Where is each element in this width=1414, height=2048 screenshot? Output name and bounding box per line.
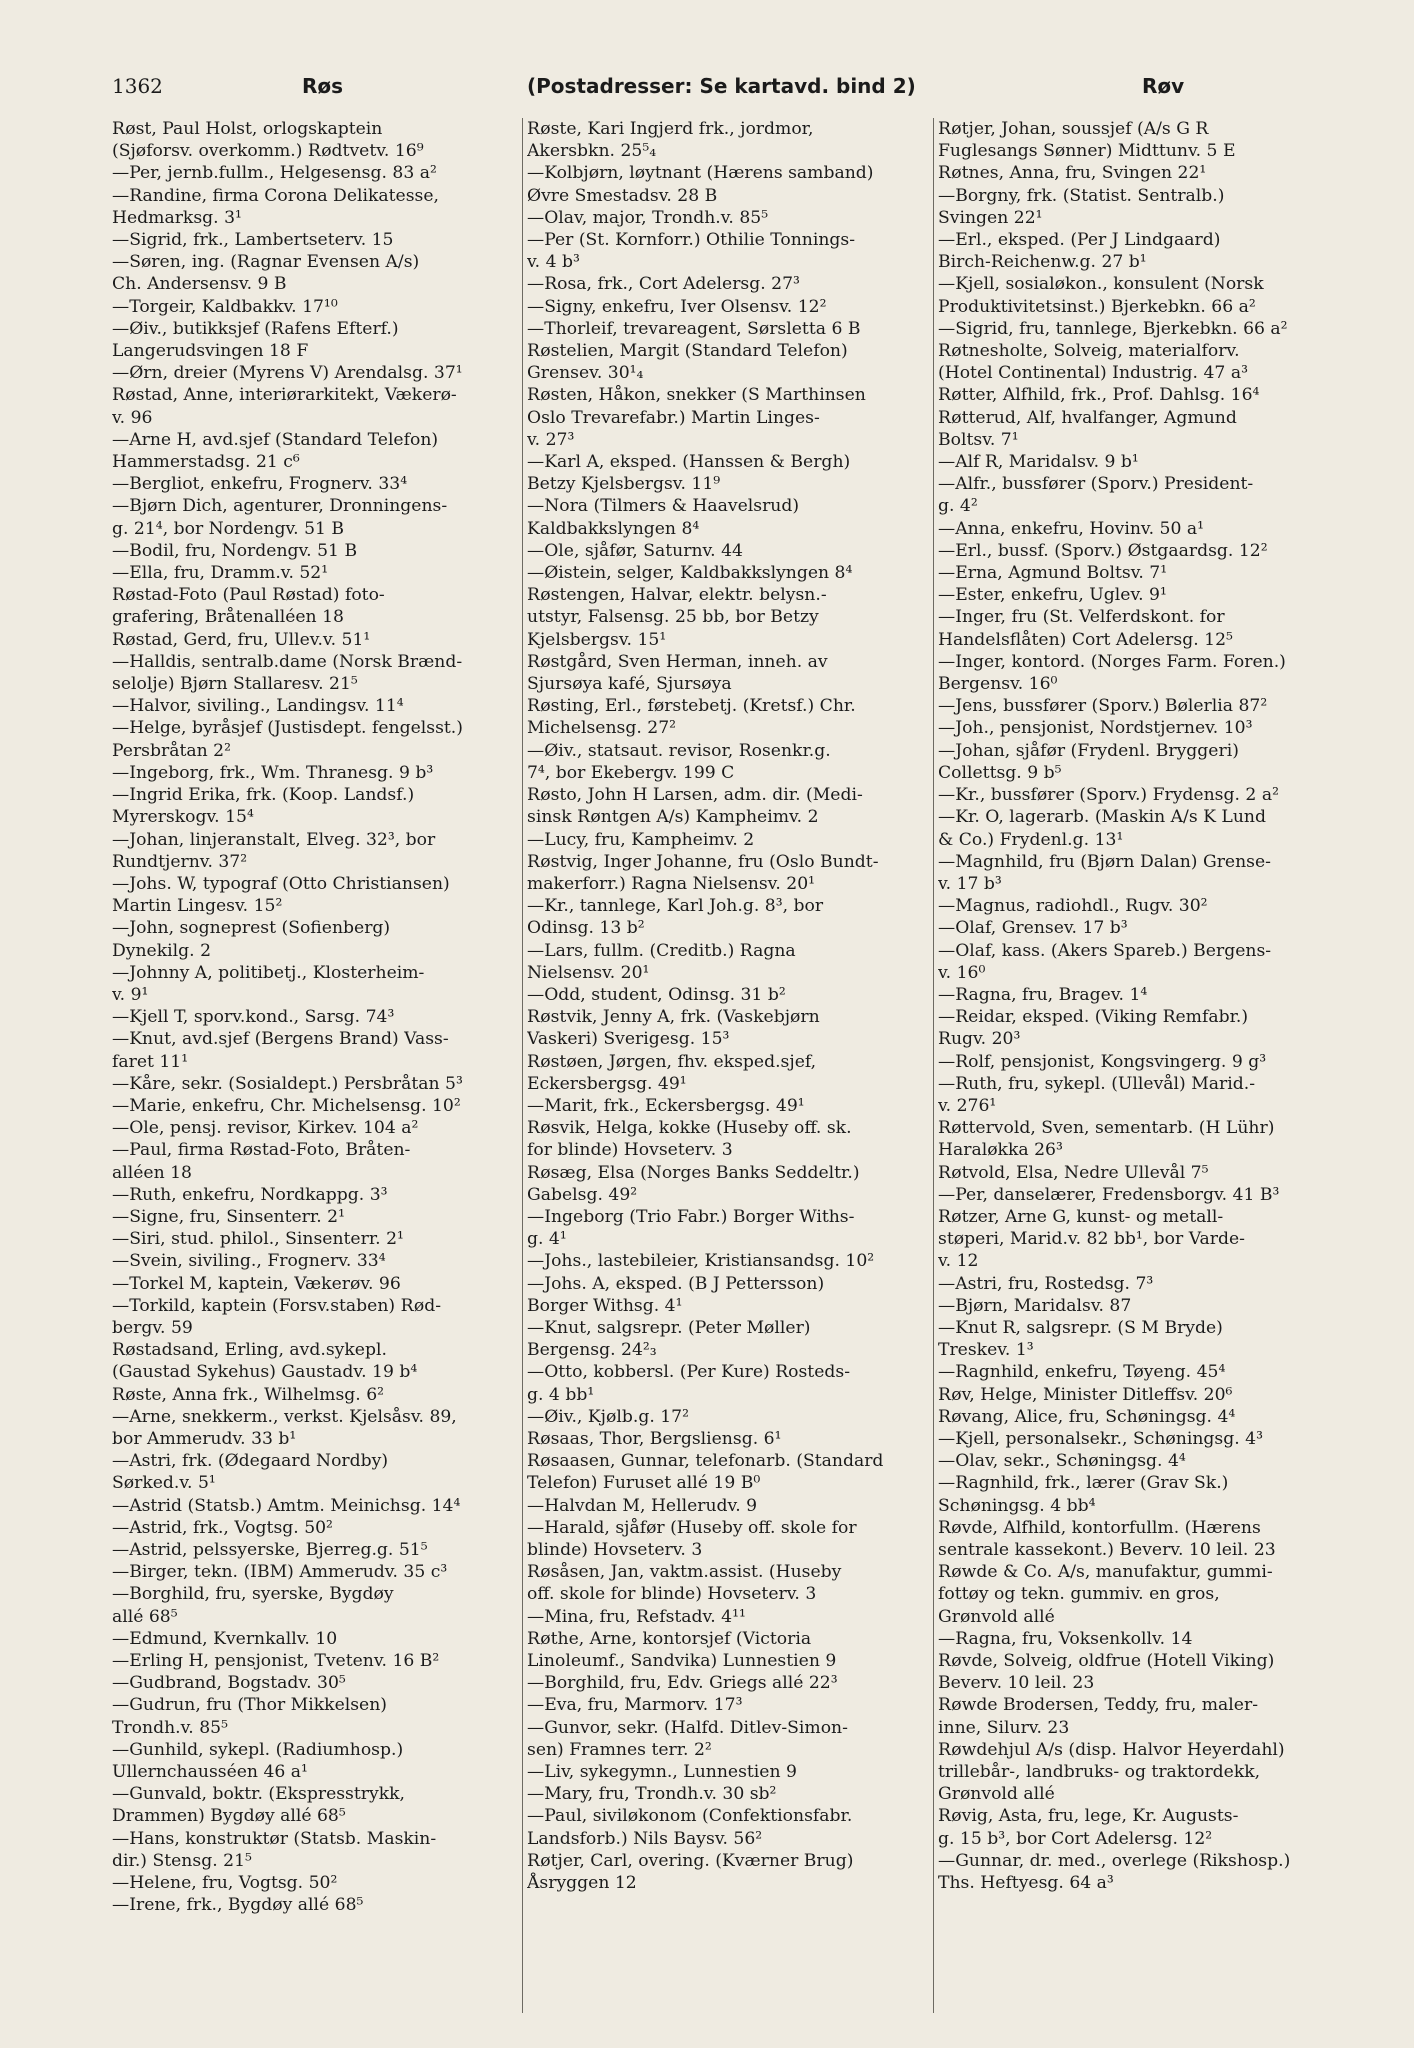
directory-entry-line: —Karl A, eksped. (Hanssen & Bergh) [527, 452, 851, 473]
directory-entry-line: —Gudrun, fru (Thor Mikkelsen) [112, 1695, 388, 1716]
directory-entry-line: —Reidar, eksped. (Viking Remfabr.) [938, 1007, 1249, 1028]
directory-entry-line: —Jens, bussfører (Sporv.) Bølerlia 87² [938, 696, 1268, 717]
directory-entry-line: Røste, Kari Ingjerd frk., jordmor, [527, 119, 814, 139]
directory-entry-line: —Ragna, fru, Bragev. 1⁴ [938, 984, 1148, 1005]
directory-entry-line: —Sigrid, frk., Lambertseterv. 15 [112, 230, 394, 251]
directory-entry-line: sen) Framnes terr. 2² [527, 1739, 712, 1760]
directory-entry-line: Røwde & Co. A/s, manufaktur, gummi- [938, 1562, 1273, 1583]
directory-entry-line: støperi, Marid.v. 82 bb¹, bor Varde- [938, 1229, 1245, 1250]
directory-entry-line: —Arne, snekkerm., verkst. Kjelsåsv. 89, [112, 1406, 457, 1427]
directory-entry-line: Røsting, Erl., førstebetj. (Kretsf.) Chr. [527, 696, 856, 717]
directory-entry-line: —Mary, fru, Trondh.v. 30 sb² [527, 1784, 777, 1805]
directory-entry-line: —Kjell, sosialøkon., konsulent (Norsk [938, 274, 1264, 295]
directory-entry-line: —Edmund, Kvernkallv. 10 [112, 1628, 338, 1649]
directory-entry-line: —Ingeborg, frk., Wm. Thranesg. 9 b³ [112, 762, 434, 783]
directory-entry-line: Nielsensv. 20¹ [527, 962, 650, 983]
directory-entry-line: —Ole, sjåfør, Saturnv. 44 [527, 540, 743, 561]
directory-entry-line: Haraløkka 26³ [938, 1140, 1063, 1161]
directory-entry-line: —Johan, linjeranstalt, Elveg. 32³, bor [112, 829, 436, 850]
directory-entry-line: —Ruth, enkefru, Nordkappg. 3³ [112, 1184, 388, 1205]
directory-entry-line: —Signe, fru, Sinsenterr. 2¹ [112, 1206, 345, 1227]
directory-entry-line: Røv, Helge, Minister Ditleffsv. 20⁶ [938, 1384, 1233, 1405]
directory-entry-line: —Erling H, pensjonist, Tvetenv. 16 B² [112, 1651, 440, 1672]
directory-entry-line: —Ester, enkefru, Uglev. 9¹ [938, 585, 1167, 606]
directory-entry-line: —Olaf, kass. (Akers Spareb.) Bergens- [938, 940, 1272, 961]
directory-entry-line: —Gunnar, dr. med., overlege (Rikshosp.) [938, 1850, 1291, 1871]
column-divider [522, 118, 523, 2013]
directory-entry-line: —Astrid (Statsb.) Amtm. Meinichsg. 14⁴ [112, 1495, 461, 1516]
directory-entry-line: —Bodil, fru, Nordengv. 51 B [112, 540, 358, 561]
directory-entry-line: Kjelsbergsv. 15¹ [527, 629, 667, 650]
directory-entry-line: —Marit, frk., Eckersbergsg. 49¹ [527, 1095, 805, 1116]
directory-entry-line: Collettsg. 9 b⁵ [938, 762, 1062, 783]
directory-entry-line: —Hans, konstruktør (Statsb. Maskin- [112, 1828, 437, 1849]
directory-entry-line: —Søren, ing. (Ragnar Evensen A/s) [112, 252, 420, 273]
directory-entry-line: Sørked.v. 5¹ [112, 1473, 216, 1494]
directory-entry-line: —Halvdan M, Hellerudv. 9 [527, 1495, 758, 1516]
directory-entry-line: —Erl., bussf. (Sporv.) Østgaardsg. 12² [938, 540, 1268, 561]
directory-entry-line: Schøningsg. 4 bb⁴ [938, 1495, 1096, 1516]
directory-entry-line: Røvde, Alfhild, kontorfullm. (Hærens [938, 1517, 1261, 1538]
directory-entry-line: alléen 18 [112, 1162, 192, 1183]
directory-entry-line: —Kolbjørn, løytnant (Hærens samband) [527, 163, 874, 184]
header-postal-note: (Postadresser: Se kartavd. bind 2) [527, 74, 916, 98]
directory-entry-line: g. 15 b³, bor Cort Adelersg. 12² [938, 1828, 1213, 1849]
directory-entry-line: Handelsflåten) Cort Adelersg. 12⁵ [938, 629, 1233, 650]
directory-entry-line: selolje) Bjørn Stallaresv. 21⁵ [112, 674, 358, 695]
directory-entry-line: Dynekilg. 2 [112, 940, 212, 961]
directory-entry-line: Hammerstadsg. 21 c⁶ [112, 452, 300, 473]
directory-entry-line: —Olav, sekr., Schøningsg. 4⁴ [938, 1451, 1186, 1472]
directory-entry-line: Røstad, Anne, interiørarkitekt, Vækerø- [112, 385, 457, 406]
directory-entry-line: Røsten, Håkon, snekker (S Marthinsen [527, 385, 866, 406]
directory-entry-line: g. 21⁴, bor Nordengv. 51 B [112, 518, 345, 539]
directory-entry-line: Boltsv. 7¹ [938, 429, 1019, 450]
directory-entry-line: for blinde) Hovseterv. 3 [527, 1140, 733, 1161]
directory-entry-line: —Kr., bussfører (Sporv.) Frydensg. 2 a² [938, 785, 1279, 806]
directory-entry-line: Persbråtan 2² [112, 740, 231, 761]
directory-entry-line: 7⁴, bor Ekebergv. 199 C [527, 762, 735, 783]
directory-entry-line: Ths. Heftyesg. 64 a³ [938, 1873, 1114, 1894]
directory-entry-line: utstyr, Falsensg. 25 bb, bor Betzy [527, 607, 819, 628]
directory-entry-line: Treskev. 1³ [938, 1340, 1034, 1361]
directory-entry-line: Røtjer, Carl, overing. (Kværner Brug) [527, 1850, 854, 1871]
directory-entry-line: —Otto, kobbersl. (Per Kure) Rosteds- [527, 1362, 851, 1383]
directory-entry-line: Røstøen, Jørgen, fhv. eksped.sjef, [527, 1051, 817, 1072]
directory-entry-line: Røstvik, Jenny A, frk. (Vaskebjørn [527, 1007, 820, 1028]
directory-entry-line: v. 9¹ [112, 984, 149, 1005]
directory-entry-line: Rugv. 20³ [938, 1029, 1021, 1050]
directory-entry-line: Landsforb.) Nils Baysv. 56² [527, 1828, 763, 1849]
directory-entry-line: —Astri, fru, Rostedsg. 7³ [938, 1273, 1154, 1294]
directory-entry-line: Røstvig, Inger Johanne, fru (Oslo Bundt- [527, 851, 879, 872]
directory-entry-line: Vaskeri) Sverigesg. 15³ [527, 1029, 730, 1050]
directory-entry-line: Grensev. 30¹₄ [527, 363, 644, 384]
directory-entry-line: —Harald, sjåfør (Huseby off. skole for [527, 1517, 857, 1538]
directory-entry-line: —Johan, sjåfør (Frydenl. Bryggeri) [938, 740, 1239, 761]
directory-entry-line: —Borghild, fru, Edv. Griegs allé 22³ [527, 1673, 838, 1694]
directory-entry-line: —Lars, fullm. (Creditb.) Ragna [527, 940, 796, 961]
directory-entry-line: —Borgny, frk. (Statist. Sentralb.) [938, 185, 1225, 206]
directory-entry-line: Ch. Andersensv. 9 B [112, 274, 287, 295]
directory-entry-line: Åsryggen 12 [527, 1873, 637, 1894]
directory-entry-line: —Johnny A, politibetj., Klosterheim- [112, 962, 425, 983]
directory-entry-line: —Alf R, Maridalsv. 9 b¹ [938, 452, 1139, 473]
directory-entry-line: —Gunvald, boktr. (Ekspresstrykk, [112, 1784, 406, 1805]
directory-entry-line: —Rolf, pensjonist, Kongsvingerg. 9 g³ [938, 1051, 1267, 1072]
directory-entry-line: —Gunhild, sykepl. (Radiumhosp.) [112, 1739, 404, 1760]
directory-entry-line: —Kjell T, sporv.kond., Sarsg. 74³ [112, 1007, 395, 1028]
directory-entry-line: —Erna, Agmund Boltsv. 7¹ [938, 563, 1168, 584]
directory-column-3 [938, 118, 1342, 2023]
directory-entry-line: Røtzer, Arne G, kunst- og metall- [938, 1206, 1224, 1227]
directory-entry-line: (Sjøforsv. overkomm.) Rødtvetv. 16⁹ [112, 141, 424, 162]
directory-entry-line: —Per, danselærer, Fredensborgv. 41 B³ [938, 1184, 1280, 1205]
directory-entry-line: —Ruth, fru, sykepl. (Ullevål) Marid.- [938, 1073, 1256, 1094]
directory-entry-line: Røstengen, Halvar, elektr. belysn.- [527, 585, 827, 606]
directory-entry-line: Røstelien, Margit (Standard Telefon) [527, 341, 848, 362]
directory-entry-line: —Lucy, fru, Kampheimv. 2 [527, 829, 755, 850]
directory-entry-line: Røtnes, Anna, fru, Svingen 22¹ [938, 163, 1207, 184]
directory-entry-line: fottøy og tekn. gummiv. en gros, [938, 1584, 1220, 1605]
directory-entry-line: Røvde, Solveig, oldfrue (Hotell Viking) [938, 1651, 1275, 1672]
directory-entry-line: dir.) Stensg. 21⁵ [112, 1850, 252, 1871]
directory-entry-line: bor Ammerudv. 33 b¹ [112, 1428, 297, 1449]
directory-entry-line: blinde) Hovseterv. 3 [527, 1540, 703, 1560]
directory-entry-line: —Magnhild, fru (Bjørn Dalan) Grense- [938, 851, 1271, 872]
directory-entry-line: —John, sogneprest (Sofienberg) [112, 918, 391, 939]
directory-entry-line: —Johs. W, typograf (Otto Christiansen) [112, 873, 450, 894]
directory-entry-line: off. skole for blinde) Hovseterv. 3 [527, 1584, 817, 1605]
directory-entry-line: Gabelsg. 49² [527, 1184, 638, 1205]
directory-entry-line: —Bjørn, Maridalsv. 87 [938, 1295, 1132, 1316]
directory-entry-line: Myrerskogv. 15⁴ [112, 807, 254, 828]
directory-entry-line: Røstad, Gerd, fru, Ullev.v. 51¹ [112, 629, 371, 650]
directory-entry-line: —Borghild, fru, syerske, Bygdøy [112, 1584, 394, 1605]
directory-entry-line: —Ragna, fru, Voksenkollv. 14 [938, 1628, 1193, 1649]
directory-entry-line: —Alfr., bussfører (Sporv.) President- [938, 474, 1254, 495]
directory-entry-line: —Ragnhild, enkefru, Tøyeng. 45⁴ [938, 1362, 1226, 1383]
directory-entry-line: Bergensv. 16⁰ [938, 674, 1058, 695]
directory-entry-line: —Mina, fru, Refstadv. 4¹¹ [527, 1606, 746, 1627]
directory-entry-line: Akersbkn. 25⁵₄ [527, 141, 657, 162]
directory-entry-line: Trondh.v. 85⁵ [112, 1717, 228, 1738]
directory-column-1 [112, 118, 516, 2023]
directory-entry-line: Røtterud, Alf, hvalfanger, Agmund [938, 407, 1237, 428]
directory-entry-line: —Halldis, sentralb.dame (Norsk Brænd- [112, 651, 463, 672]
directory-entry-line: Odinsg. 13 b² [527, 918, 645, 939]
directory-entry-line: Røste, Anna frk., Wilhelmsg. 6² [112, 1384, 385, 1405]
directory-entry-line: Drammen) Bygdøy allé 68⁵ [112, 1806, 346, 1827]
header-left-key: Røs [302, 74, 344, 98]
directory-entry-line: bergv. 59 [112, 1317, 193, 1338]
directory-entry-line: Røstadsand, Erling, avd.sykepl. [112, 1340, 387, 1361]
directory-entry-line: —Astrid, frk., Vogtsg. 50² [112, 1517, 333, 1538]
directory-entry-line: —Torkel M, kaptein, Vækerøv. 96 [112, 1273, 401, 1294]
directory-entry-line: v. 27³ [527, 429, 575, 450]
directory-entry-line: —Irene, frk., Bygdøy allé 68⁵ [112, 1895, 364, 1916]
directory-entry-line: Røsvik, Helga, kokke (Huseby off. sk. [527, 1118, 852, 1139]
directory-entry-line: grafering, Bråtenalléen 18 [112, 607, 344, 628]
header-right-key: Røv [1142, 74, 1185, 98]
directory-entry-line: faret 11¹ [112, 1051, 189, 1072]
directory-entry-line: —Odd, student, Odinsg. 31 b² [527, 984, 786, 1005]
directory-entry-line: v. 16⁰ [938, 962, 986, 983]
directory-entry-line: —Per, jernb.fullm., Helgesensg. 83 a² [112, 163, 437, 184]
directory-entry-line: —Nora (Tilmers & Haavelsrud) [527, 496, 800, 517]
directory-entry-line: Grønvold allé [938, 1784, 1055, 1805]
directory-entry-line: Sjursøya kafé, Sjursøya [527, 674, 732, 695]
directory-entry-line: —Randine, firma Corona Delikatesse, [112, 185, 439, 206]
directory-entry-line: —Siri, stud. philol., Sinsenterr. 2¹ [112, 1229, 404, 1250]
directory-entry-line: v. 276¹ [938, 1095, 997, 1116]
directory-entry-line: —Svein, siviling., Frognerv. 33⁴ [112, 1251, 386, 1272]
directory-entry-line: —Øiv., butikksjef (Rafens Efterf.) [112, 318, 399, 339]
directory-entry-line: —Bjørn Dich, agenturer, Dronningens- [112, 496, 448, 517]
directory-entry-line: —Ingrid Erika, frk. (Koop. Landsf.) [112, 785, 415, 806]
directory-entry-line: Røsæg, Elsa (Norges Banks Seddeltr.) [527, 1162, 860, 1183]
directory-entry-line: —Joh., pensjonist, Nordstjernev. 10³ [938, 718, 1253, 739]
directory-entry-line: Røst, Paul Holst, orlogskaptein [112, 119, 383, 139]
directory-entry-line: Rundtjernv. 37² [112, 851, 248, 872]
directory-entry-line: (Hotel Continental) Industrig. 47 a³ [938, 363, 1248, 384]
directory-entry-line: —Helene, fru, Vogtsg. 50² [112, 1873, 338, 1894]
directory-entry-line: —Øiv., statsaut. revisor, Rosenkr.g. [527, 740, 831, 761]
directory-column-2 [527, 118, 931, 2023]
directory-entry-line: Røwde Brodersen, Teddy, fru, maler- [938, 1695, 1258, 1716]
directory-entry-line: —Ørn, dreier (Myrens V) Arendalsg. 37¹ [112, 363, 463, 384]
directory-entry-line: —Sigrid, fru, tannlege, Bjerkebkn. 66 a² [938, 318, 1288, 339]
directory-entry-line: Ullernchausséen 46 a¹ [112, 1762, 308, 1783]
directory-entry-line: Røttervold, Sven, sementarb. (H Lühr) [938, 1118, 1275, 1139]
directory-entry-line: —Signy, enkefru, Iver Olsensv. 12² [527, 296, 827, 317]
directory-entry-line: —Inger, kontord. (Norges Farm. Foren.) [938, 651, 1286, 672]
directory-entry-line: —Inger, fru (St. Velferdskont. for [938, 607, 1225, 628]
directory-entry-line: —Helge, byråsjef (Justisdept. fengelsst.) [112, 718, 463, 739]
directory-entry-line: g. 4² [938, 496, 978, 517]
directory-entry-line: —Knut R, salgsrepr. (S M Bryde) [938, 1317, 1223, 1338]
directory-entry-line: (Gaustad Sykehus) Gaustadv. 19 b⁴ [112, 1362, 418, 1383]
directory-entry-line: Røtvold, Elsa, Nedre Ullevål 7⁵ [938, 1162, 1209, 1183]
directory-entry-line: Langerudsvingen 18 F [112, 341, 309, 362]
directory-entry-line: Oslo Trevarefabr.) Martin Linges- [527, 407, 820, 428]
directory-entry-line: v. 12 [938, 1251, 979, 1272]
directory-entry-line: Bergensg. 24²₃ [527, 1340, 657, 1361]
directory-entry-line: Betzy Kjelsbergsv. 11⁹ [527, 474, 721, 495]
directory-entry-line: —Ragnhild, frk., lærer (Grav Sk.) [938, 1473, 1229, 1494]
directory-entry-line: Røsaas, Thor, Bergsliensg. 6¹ [527, 1428, 782, 1449]
directory-entry-line: Øvre Smestadsv. 28 B [527, 185, 718, 206]
directory-entry-line: inne, Silurv. 23 [938, 1717, 1070, 1738]
directory-entry-line: —Gudbrand, Bogstadv. 30⁵ [112, 1673, 346, 1694]
directory-entry-line: Røsto, John H Larsen, adm. dir. (Medi- [527, 785, 863, 806]
directory-entry-line: —Johs. A, eksped. (B J Pettersson) [527, 1273, 825, 1294]
directory-entry-line: Røwdehjul A/s (disp. Halvor Heyerdahl) [938, 1739, 1285, 1760]
directory-entry-line: —Halvor, siviling., Landingsv. 11⁴ [112, 696, 404, 717]
directory-entry-line: g. 4 bb¹ [527, 1384, 595, 1405]
directory-entry-line: —Paul, firma Røstad-Foto, Bråten- [112, 1140, 411, 1161]
directory-entry-line: Fuglesangs Sønner) Midttunv. 5 E [938, 141, 1236, 162]
directory-entry-line: —Olav, major, Trondh.v. 85⁵ [527, 207, 769, 228]
directory-entry-line: —Astrid, pelssyerske, Bjerreg.g. 51⁵ [112, 1540, 428, 1560]
directory-entry-line: Røthe, Arne, kontorsjef (Victoria [527, 1628, 812, 1649]
directory-entry-line: Svingen 22¹ [938, 207, 1043, 228]
directory-entry-line: Kaldbakkslyngen 8⁴ [527, 518, 700, 539]
directory-entry-line: —Øistein, selger, Kaldbakkslyngen 8⁴ [527, 563, 853, 584]
directory-entry-line: Røstad-Foto (Paul Røstad) foto- [112, 585, 385, 606]
directory-entry-line: Røstgård, Sven Herman, inneh. av [527, 651, 828, 672]
directory-entry-line: —Bergliot, enkefru, Frognerv. 33⁴ [112, 474, 408, 495]
directory-entry-line: sentrale kassekont.) Beverv. 10 leil. 23 [938, 1540, 1276, 1560]
directory-entry-line: Linoleumf., Sandvika) Lunnestien 9 [527, 1651, 837, 1672]
directory-entry-line: Røtter, Alfhild, frk., Prof. Dahlsg. 16⁴ [938, 385, 1260, 406]
directory-entry-line: —Kr., tannlege, Karl Joh.g. 8³, bor [527, 896, 824, 917]
directory-entry-line: —Knut, salgsrepr. (Peter Møller) [527, 1317, 811, 1338]
directory-entry-line: —Torkild, kaptein (Forsv.staben) Rød- [112, 1295, 442, 1316]
directory-entry-line: —Liv, sykegymn., Lunnestien 9 [527, 1762, 797, 1783]
directory-entry-line: v. 96 [112, 407, 153, 428]
directory-entry-line: —Kr. O, lagerarb. (Maskin A/s K Lund [938, 807, 1266, 828]
directory-entry-line: & Co.) Frydenl.g. 13¹ [938, 829, 1124, 850]
directory-entry-line: —Magnus, radiohdl., Rugv. 30² [938, 896, 1208, 917]
directory-entry-line: v. 4 b³ [527, 252, 580, 273]
directory-entry-line: Telefon) Furuset allé 19 B⁰ [527, 1473, 761, 1494]
directory-entry-line: Røvang, Alice, fru, Schøningsg. 4⁴ [938, 1406, 1236, 1427]
directory-entry-line: —Astri, frk. (Ødegaard Nordby) [112, 1451, 389, 1472]
directory-entry-line: Røtnesholte, Solveig, materialforv. [938, 341, 1240, 362]
directory-entry-line: sinsk Røntgen A/s) Kampheimv. 2 [527, 807, 819, 828]
directory-entry-line: —Thorleif, trevareagent, Sørsletta 6 B [527, 318, 861, 339]
directory-entry-line: —Gunvor, sekr. (Halfd. Ditlev-Simon- [527, 1717, 848, 1738]
directory-entry-line: g. 4¹ [527, 1229, 567, 1250]
directory-entry-line: allé 68⁵ [112, 1606, 178, 1627]
page-number: 1362 [112, 74, 163, 98]
directory-entry-line: —Kjell, personalsekr., Schøningsg. 4³ [938, 1428, 1263, 1449]
directory-entry-line: Beverv. 10 leil. 23 [938, 1673, 1095, 1694]
directory-entry-line: Produktivitetsinst.) Bjerkebkn. 66 a² [938, 296, 1256, 317]
column-divider [933, 118, 934, 2013]
directory-entry-line: Røsåsen, Jan, vaktm.assist. (Huseby [527, 1562, 842, 1583]
directory-entry-line: —Birger, tekn. (IBM) Ammerudv. 35 c³ [112, 1562, 448, 1583]
directory-entry-line: Birch-Reichenw.g. 27 b¹ [938, 252, 1147, 273]
directory-entry-line: trillebår-, landbruks- og traktordekk, [938, 1762, 1261, 1783]
directory-entry-line: —Marie, enkefru, Chr. Michelsensg. 10² [112, 1095, 461, 1116]
directory-entry-line: —Erl., eksped. (Per J Lindgaard) [938, 230, 1221, 251]
directory-entry-line: Røtjer, Johan, soussjef (A/s G R [938, 119, 1209, 139]
directory-entry-line: Grønvold allé [938, 1606, 1055, 1627]
directory-entry-line: Eckersbergsg. 49¹ [527, 1073, 687, 1094]
directory-entry-line: —Anna, enkefru, Hovinv. 50 a¹ [938, 518, 1204, 539]
directory-entry-line: —Ella, fru, Dramm.v. 52¹ [112, 563, 329, 584]
directory-entry-line: Hedmarksg. 3¹ [112, 207, 242, 228]
directory-entry-line: Martin Lingesv. 15² [112, 896, 283, 917]
directory-entry-line: —Knut, avd.sjef (Bergens Brand) Vass- [112, 1029, 449, 1050]
directory-entry-line: Borger Withsg. 4¹ [527, 1295, 683, 1316]
directory-entry-line: —Ingeborg (Trio Fabr.) Borger Withs- [527, 1206, 855, 1227]
directory-entry-line: Røsaasen, Gunnar, telefonarb. (Standard [527, 1451, 884, 1472]
directory-entry-line: —Torgeir, Kaldbakkv. 17¹⁰ [112, 296, 338, 317]
directory-entry-line: —Per (St. Kornforr.) Othilie Tonnings- [527, 230, 856, 251]
directory-entry-line: —Eva, fru, Marmorv. 17³ [527, 1695, 743, 1716]
directory-entry-line: —Rosa, frk., Cort Adelersg. 27³ [527, 274, 800, 295]
directory-entry-line: —Arne H, avd.sjef (Standard Telefon) [112, 429, 439, 450]
directory-entry-line: —Paul, siviløkonom (Confektionsfabr. [527, 1806, 853, 1827]
directory-entry-line: Michelsensg. 27² [527, 718, 677, 739]
directory-entry-line: —Olaf, Grensev. 17 b³ [938, 918, 1128, 939]
page-header [112, 74, 1202, 108]
directory-entry-line: —Kåre, sekr. (Sosialdept.) Persbråtan 5³ [112, 1073, 463, 1094]
directory-entry-line: —Ole, pensj. revisor, Kirkev. 104 a² [112, 1118, 419, 1139]
directory-entry-line: v. 17 b³ [938, 873, 1002, 894]
directory-entry-line: Røvig, Asta, fru, lege, Kr. Augusts- [938, 1806, 1239, 1827]
directory-entry-line: —Øiv., Kjølb.g. 17² [527, 1406, 690, 1427]
directory-entry-line: —Johs., lastebileier, Kristiansandsg. 10² [527, 1251, 875, 1272]
directory-entry-line: makerforr.) Ragna Nielsensv. 20¹ [527, 873, 816, 894]
